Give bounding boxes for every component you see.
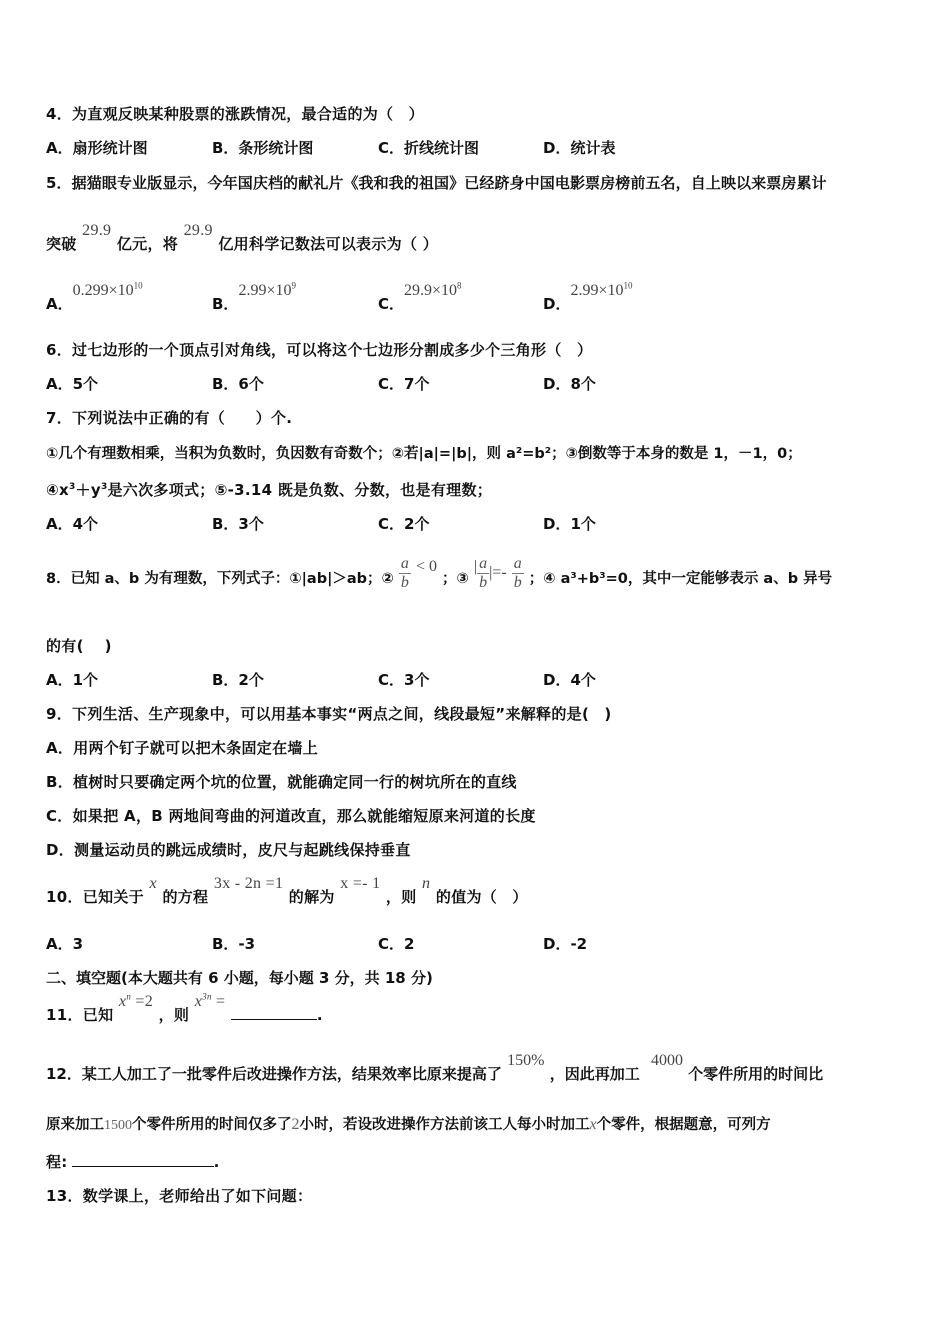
- q6-option-b: B．6个: [212, 375, 264, 393]
- q5-text-c: 亿用科学记数法可以表示为（ ）: [218, 235, 439, 253]
- q6-option-d: D．8个: [543, 375, 596, 393]
- q8-option-a: A．1个: [46, 671, 99, 689]
- question-6-stem: 6．过七边形的一个顶点引对角线，可以将这个七边形分割成多少个三角形（ ）: [46, 341, 593, 359]
- q5-option-c-label: C．: [378, 295, 405, 313]
- q5-option-c: [378, 280, 462, 314]
- q5-option-b: [212, 280, 296, 314]
- q9-option-b: B．植树时只要确定两个坑的位置，就能确定同一行的树坑所在的直线: [46, 773, 517, 791]
- q10-solution: x =- 1: [340, 875, 381, 892]
- q8-option-d: D．4个: [543, 671, 596, 689]
- question-5-stem-line1: 5．据猫眼专业版显示，今年国庆档的献礼片《我和我的祖国》已经跻身中国电影票房榜前五名，自上映以来票房累计: [46, 174, 827, 192]
- q10-option-a: A．3: [46, 935, 84, 953]
- q8-option-c: C．3个: [378, 671, 430, 689]
- q4-option-a: A．扇形统计图: [46, 139, 148, 157]
- q12-percent: 150%: [507, 1052, 545, 1069]
- q5-number-1: 29.9: [82, 222, 112, 239]
- q12-number-4000: 4000: [650, 1052, 683, 1069]
- question-10-stem: 10．已知关于 x 的方程 3x - 2n =1 的解为 x =- 1 ，则 n 的值为（ ）: [46, 875, 528, 906]
- q5-option-c-value: $29.9\times 10^8$: [404, 280, 462, 299]
- q10-option-b: B．-3: [212, 935, 256, 953]
- q11-expr-1: $x^n =2$: [118, 991, 154, 1010]
- q5-option-b-value: $2.99\times 10^9$: [238, 280, 296, 299]
- q8-fraction-a-over-b: $\frac{a}{b}$: [400, 554, 409, 591]
- question-9-stem: 9．下列生活、生产现象中，可以用基本事实“两点之间，线段最短”来解释的是( ): [46, 705, 612, 723]
- q5-option-a-label: A．: [46, 295, 73, 313]
- q4-option-d: D．统计表: [543, 139, 616, 157]
- question-7-stem: 7．下列说法中正确的有（ ）个.: [46, 409, 293, 427]
- q9-option-a: A．用两个钉子就可以把木条固定在墙上: [46, 739, 319, 757]
- q5-text-a: 突破: [46, 235, 77, 253]
- q7-option-b: B．3个: [212, 515, 264, 533]
- q5-option-d-label: D．: [543, 295, 571, 313]
- q7-option-a: A．4个: [46, 515, 99, 533]
- q6-option-c: C．7个: [378, 375, 430, 393]
- q4-option-c: C．折线统计图: [378, 139, 480, 157]
- q7-option-c: C．2个: [378, 515, 430, 533]
- question-12-line1: 12．某工人加工了一批零件后改进操作方法，结果效率比原来提高了 150% ，因此再加工 4000 个零件所用的时间比: [46, 1052, 824, 1083]
- question-8-stem-line1: 8．已知 a、b 为有理数，下列式子：①|ab|＞ab；② $\frac{a}{b}$ < 0 ；③ | $\frac{a}{b}$ |=- $\frac{a}{b}$ ；④ a³+b³=0，其中一定能够表示 a、b 异号: [46, 554, 833, 591]
- q9-option-d: D．测量运动员的跳远成绩时，皮尺与起跳线保持垂直: [46, 841, 411, 859]
- question-4-stem: 4．为直观反映某种股票的涨跌情况，最合适的为（ ）: [46, 105, 424, 123]
- question-12-line3: 程: .: [46, 1153, 220, 1171]
- q7-option-d: D．1个: [543, 515, 596, 533]
- q10-option-d: D．-2: [543, 935, 588, 953]
- section-2-title: 二、填空题(本大题共有 6 小题，每小题 3 分，共 18 分): [46, 969, 433, 987]
- question-12-line2: 原来加工1500个零件所用的时间仅多了2小时，若设改进操作方法前该工人每小时加工x个零件，根据题意，可列方: [46, 1116, 771, 1133]
- q11-expr-2: $x^{3n}$ =: [194, 991, 226, 1010]
- q8-fraction-abs: $\frac{a}{b}$: [479, 554, 488, 591]
- q5-option-d-value: $2.99\times 10^{10}$: [570, 280, 633, 299]
- q5-text-b: 亿元，将: [116, 235, 179, 253]
- q10-equation: 3x - 2n =1: [213, 875, 284, 892]
- q11-answer-blank[interactable]: [231, 1019, 317, 1020]
- q7-statements-line2: $④x^3+y^3$是六次多项式；⑤-3.14 既是负数、分数，也是有理数；: [46, 481, 493, 499]
- q12-answer-blank[interactable]: [72, 1166, 214, 1167]
- question-5-stem-line2: [46, 222, 439, 254]
- q9-option-c: C．如果把 A，B 两地间弯曲的河道改直，那么就能缩短原来河道的长度: [46, 807, 536, 825]
- question-8-stem-line2: 的有( ): [46, 637, 112, 655]
- q10-option-c: C．2: [378, 935, 415, 953]
- q6-option-a: A．5个: [46, 375, 99, 393]
- q5-number-2: 29.9: [183, 222, 213, 239]
- q4-option-b: B．条形统计图: [212, 139, 314, 157]
- q8-fraction-neg: $\frac{a}{b}$: [513, 554, 522, 591]
- q10-var-n: n: [422, 875, 431, 892]
- q5-option-a: [46, 280, 143, 314]
- q5-option-d: [543, 280, 633, 314]
- q10-var-x: x: [149, 875, 157, 892]
- q7-statements-line1: ①几个有理数相乘，当积为负数时，负因数有奇数个；②若|a|=|b|，则 a²=b²；③倒数等于本身的数是 1，－1，0；: [46, 446, 802, 462]
- question-13-stem: 13．数学课上，老师给出了如下问题：: [46, 1187, 313, 1205]
- q5-option-a-value: $0.299\times 10^{10}$: [72, 280, 143, 299]
- question-11-stem: 11．已知 $x^n =2$ ，则 $x^{3n}$ = .: [46, 991, 323, 1024]
- q8-option-b: B．2个: [212, 671, 264, 689]
- q5-option-b-label: B．: [212, 295, 239, 313]
